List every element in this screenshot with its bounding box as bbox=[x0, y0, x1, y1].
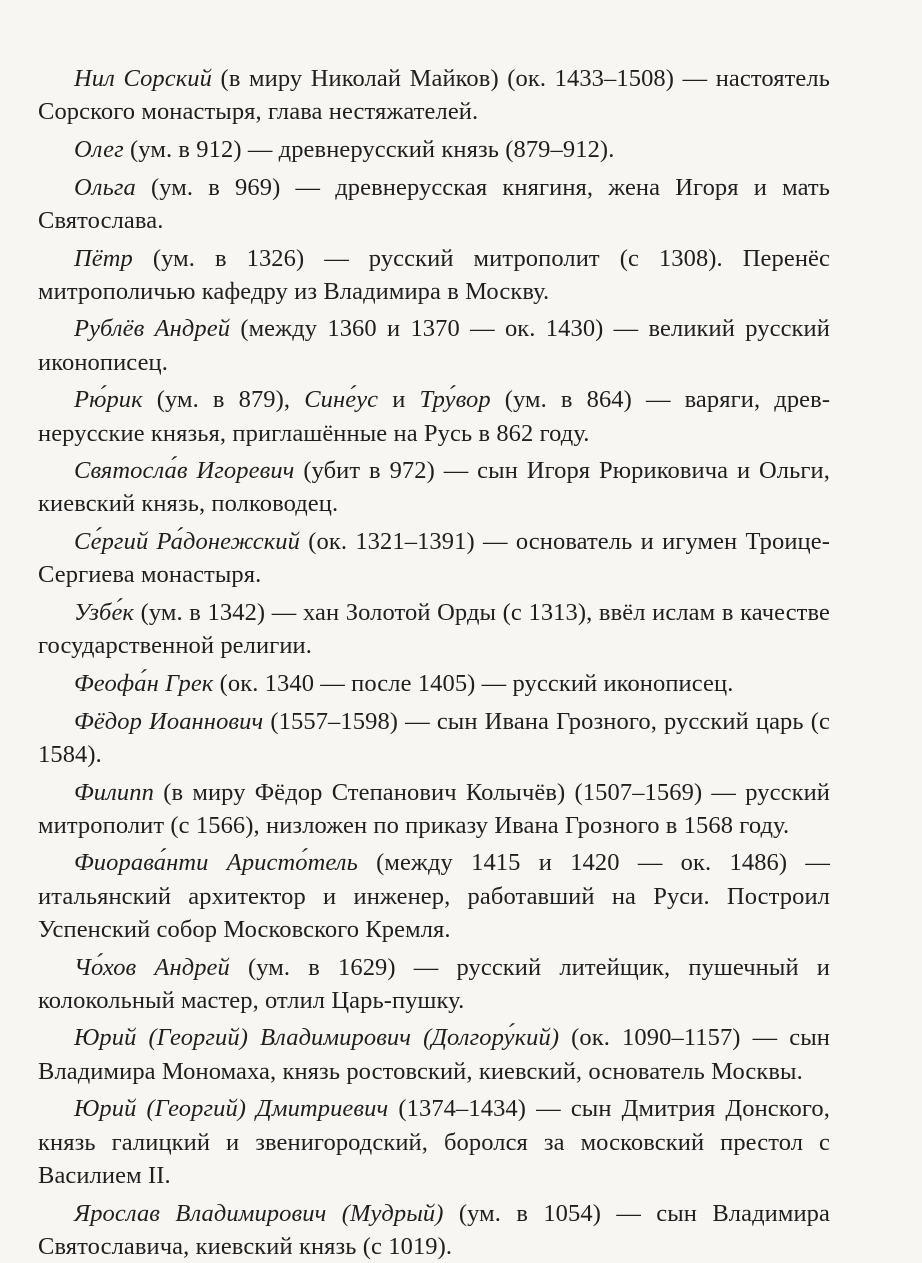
entry-description: (1374–1434) — сын Дмитрия Донского, князь галицкий и звенигородский, боролся за московский престол с Василием II. bbox=[38, 1095, 830, 1189]
index-entry bbox=[38, 312, 830, 378]
entry-description: (ум. в 1342) — хан Золотой Орды (с 1313), ввёл ислам в качестве государственной религии. bbox=[38, 599, 830, 660]
entry-description: (ум. в 1629) — русский литейщик, пушечный и колокольный мастер, отлил Царь-пушку. bbox=[38, 953, 830, 1014]
index-entry bbox=[38, 454, 830, 520]
entry-description: (1557–1598) — сын Ивана Грозного, русский царь (с 1584). bbox=[38, 707, 831, 768]
index-entry bbox=[38, 846, 830, 946]
entry-description: (ум. в 1326) — русский митрополит (с 1308). Перенёс митрополичью кафедру из Владимира в Москву. bbox=[38, 244, 830, 305]
entry-description: (между 1360 и 1370 — ок. 1430) — великий русский иконописец. bbox=[38, 315, 830, 376]
entry-description: (убит в 972) — сын Игоря Рюриковича и Ольги, киевский князь, полководец. bbox=[38, 457, 830, 518]
entry-name: Нил Сорский bbox=[74, 65, 213, 92]
entry-name: Олег bbox=[74, 135, 124, 163]
entry-name: Се́ргий Ра́донежский bbox=[74, 528, 300, 556]
entry-description: (ок. 1321–1391) — основатель и игумен Троице-Сергиева монастыря. bbox=[38, 528, 830, 589]
entry-description: (в миру Фёдор Степанович Колычёв) (1507–1569) — русский митрополит (с 1566), низложен по приказу Ивана Грозного в 1568 году. bbox=[38, 778, 830, 839]
index-entry bbox=[38, 776, 830, 842]
entry-name: Феофа́н Грек bbox=[74, 669, 214, 697]
entry-description: (ум. в 912) — древнерусский князь (879–912). bbox=[123, 135, 615, 163]
index-entry bbox=[38, 705, 830, 771]
entry-name: Тру́вор bbox=[419, 386, 491, 414]
entry-description: (в миру Николай Майков) (ок. 1433–1508) — настоятель Сорского монастыря, глава нестяжателей. bbox=[38, 65, 830, 126]
entry-name: Узбе́к bbox=[74, 599, 134, 627]
entry-description: (ум. в 864) — варяги, древнерусские князья, приглашённые на Русь в 862 году. bbox=[38, 386, 830, 447]
entry-name: Чо́хов Андрей bbox=[74, 953, 230, 981]
entry-name: Филипп bbox=[74, 778, 154, 806]
entry-name: Фиорава́нти Аристо́тель bbox=[74, 849, 358, 877]
entry-name: Ярослав Владимирович (Мудрый) bbox=[74, 1199, 444, 1227]
biographical-index bbox=[38, 62, 830, 1263]
entry-description: (ум. в 1054) — сын Владимира Святославича, киевский князь (с 1019). bbox=[38, 1199, 830, 1260]
entry-description: (ок. 1340 — после 1405) — русский иконописец. bbox=[213, 669, 734, 697]
entry-name: Рублёв Андрей bbox=[74, 315, 231, 343]
index-entry bbox=[38, 1021, 830, 1087]
index-entry bbox=[38, 596, 830, 662]
entry-description: (между 1415 и 1420 — ок. 1486) — итальянский архитектор и инженер, работавший на Руси. Построил Успенский собор Московского Кремля. bbox=[38, 849, 830, 943]
entry-description: (ок. 1090–1157) — сын Владимира Мономаха, князь ростовский, киевский, основатель Москвы. bbox=[38, 1024, 830, 1085]
index-entry bbox=[38, 171, 830, 237]
entry-name: Ольга bbox=[74, 173, 136, 201]
index-entry bbox=[38, 133, 830, 166]
entry-description: и bbox=[378, 386, 420, 414]
entry-name: Святосла́в Игоревич bbox=[74, 457, 295, 485]
entry-description: (ум. в 879), bbox=[142, 386, 305, 414]
index-entry bbox=[38, 667, 830, 700]
entry-name: Юрий (Георгий) Владимирович (Долгору́кий) bbox=[74, 1024, 560, 1052]
index-entry bbox=[38, 1092, 830, 1192]
index-entry bbox=[38, 951, 830, 1017]
entry-name: Юрий (Георгий) Дмитриевич bbox=[74, 1095, 389, 1123]
entry-name: Пётр bbox=[74, 244, 133, 272]
entry-name: Рю́рик bbox=[74, 386, 143, 414]
index-entry bbox=[38, 242, 830, 308]
index-entry bbox=[38, 62, 830, 128]
index-entry bbox=[38, 383, 830, 449]
entry-name: Сине́ус bbox=[304, 386, 379, 414]
entry-name: Фёдор Иоаннович bbox=[74, 707, 264, 735]
entry-description: (ум. в 969) — древнерусская княгиня, жена Игоря и мать Святослава. bbox=[38, 173, 830, 234]
index-entry bbox=[38, 1197, 830, 1263]
index-entry bbox=[38, 525, 830, 591]
